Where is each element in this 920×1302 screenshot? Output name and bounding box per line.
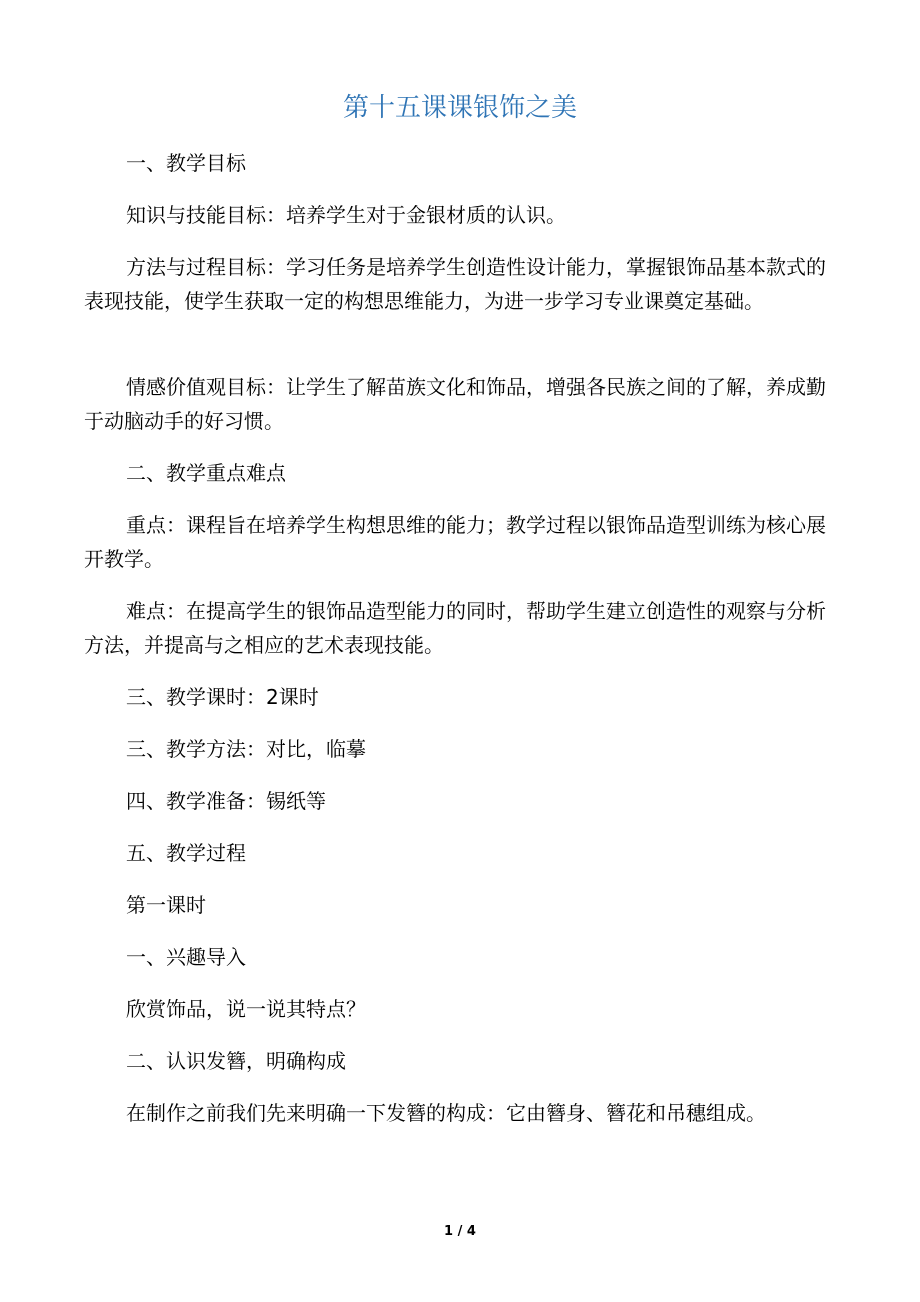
paragraph-emotion-goal: 情感价值观目标：让学生了解苗族文化和饰品，增强各民族之间的了解，养成勤于动脑动手的好习惯。 bbox=[84, 375, 826, 433]
paragraph-method-goal: 方法与过程目标：学习任务是培养学生创造性设计能力，掌握银饰品基本款式的表现技能，使学生获取一定的构想思维能力，为进一步学习专业课奠定基础。 bbox=[84, 255, 826, 313]
paragraph-class-hours: 三、教学课时：2课时 bbox=[126, 685, 319, 709]
paragraph-difficulty: 难点：在提高学生的银饰品造型能力的同时，帮助学生建立创造性的观察与分析方法，并提高与之相应的艺术表现技能。 bbox=[84, 599, 826, 657]
paragraph-key-point: 重点：课程旨在培养学生构想思维的能力；教学过程以银饰品造型训练为核心展开教学。 bbox=[84, 513, 826, 571]
paragraph-hairpin-structure: 在制作之前我们先来明确一下发簪的构成：它由簪身、簪花和吊穗组成。 bbox=[126, 1101, 766, 1125]
paragraph-hairpin-heading: 二、认识发簪，明确构成 bbox=[126, 1049, 346, 1073]
paragraph-appreciate: 欣赏饰品，说一说其特点？ bbox=[126, 997, 366, 1021]
section-heading-process: 五、教学过程 bbox=[126, 841, 246, 865]
paragraph-knowledge-goal: 知识与技能目标：培养学生对于金银材质的认识。 bbox=[126, 203, 566, 227]
paragraph-teaching-method: 三、教学方法：对比，临摹 bbox=[126, 737, 366, 761]
document-title: 第十五课课银饰之美 bbox=[342, 93, 577, 123]
section-heading-objectives: 一、教学目标 bbox=[126, 151, 246, 175]
section-heading-key-points: 二、教学重点难点 bbox=[126, 461, 286, 485]
paragraph-interest-intro: 一、兴趣导入 bbox=[126, 945, 246, 969]
paragraph-preparation: 四、教学准备：锡纸等 bbox=[126, 789, 326, 813]
page-number: 1 / 4 bbox=[444, 1224, 476, 1239]
paragraph-first-lesson: 第一课时 bbox=[126, 893, 206, 917]
